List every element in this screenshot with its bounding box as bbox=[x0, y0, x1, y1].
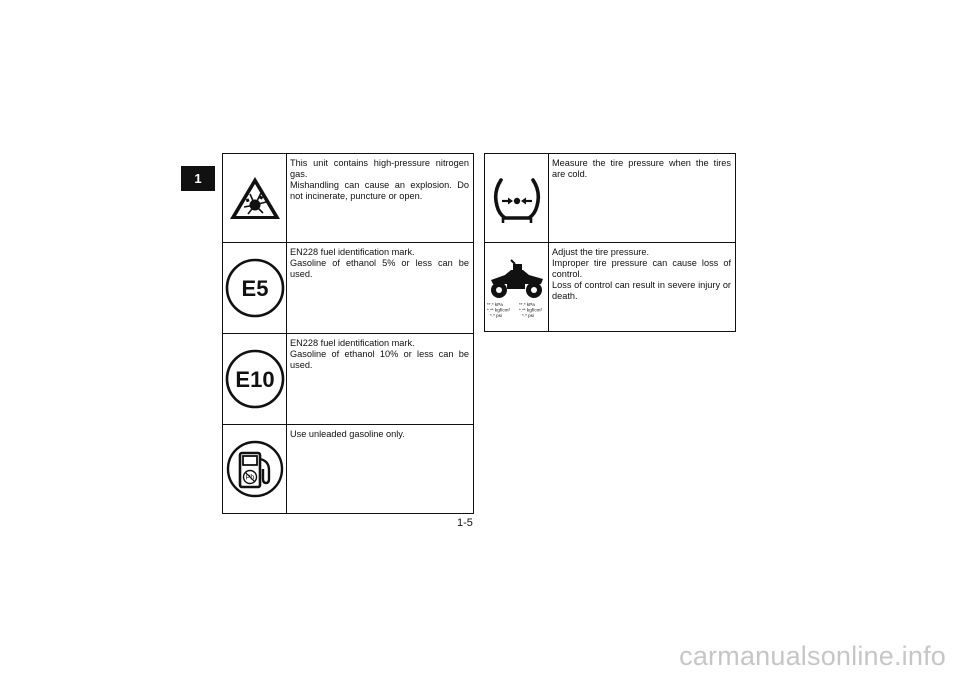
label-text-line: Gasoline of ethanol 5% or less can be used. bbox=[290, 258, 469, 279]
unleaded-fuel-pump-icon bbox=[224, 439, 286, 499]
label-text-line: Use unleaded gasoline only. bbox=[290, 429, 405, 439]
rear-tire-kgf: *.** kgf/cm² bbox=[519, 307, 542, 313]
label-text-line: Gasoline of ethanol 10% or less can be used. bbox=[290, 349, 469, 370]
warning-labels-table-left bbox=[222, 153, 474, 514]
e5-mark-label: E5 bbox=[241, 276, 268, 301]
explosion-warning-icon bbox=[228, 174, 282, 222]
front-tire-kgf: *.** kgf/cm² bbox=[487, 307, 510, 313]
atv-tire-pressure-icon bbox=[485, 248, 548, 326]
label-row-e10 bbox=[223, 334, 474, 425]
label-row-tire-pressure bbox=[485, 243, 736, 332]
label-text-line: EN228 fuel identification mark. bbox=[290, 247, 415, 257]
warning-labels-table-right bbox=[484, 153, 736, 332]
e10-fuel-mark-icon bbox=[224, 348, 286, 410]
page-number: 1-5 bbox=[457, 517, 473, 529]
chapter-tab: 1 bbox=[181, 166, 215, 191]
rear-tire-kpa: **.* kPa bbox=[519, 302, 535, 307]
front-tire-psi: *.* psi bbox=[490, 313, 503, 318]
rear-tire-psi: *.* psi bbox=[522, 313, 535, 318]
label-text-line: Mishandling can cause an explosion. Do not incinerate, puncture or open. bbox=[290, 180, 469, 201]
e10-mark-label: E10 bbox=[234, 367, 275, 392]
e5-fuel-mark-icon bbox=[224, 257, 286, 319]
atv-icon bbox=[491, 260, 543, 298]
label-text-line: Measure the tire pressure when the tires are cold. bbox=[552, 158, 731, 179]
label-row-tire-cold bbox=[485, 154, 736, 243]
label-text-line: EN228 fuel identification mark. bbox=[290, 338, 415, 348]
watermark: carmanualsonline.info bbox=[679, 641, 946, 671]
label-text-line: Improper tire pressure can cause loss of control. bbox=[552, 258, 731, 279]
label-row-unleaded bbox=[223, 425, 474, 514]
front-tire-kpa: **.* kPa bbox=[487, 302, 503, 307]
tire-pressure-icon bbox=[489, 172, 545, 224]
label-row-e5 bbox=[223, 243, 474, 334]
label-text-line: Adjust the tire pressure. bbox=[552, 247, 650, 257]
label-row-nitrogen-gas bbox=[223, 154, 474, 243]
label-text-line: Loss of control can result in severe injury or death. bbox=[552, 280, 731, 301]
label-text-line: This unit contains high-pressure nitrogen gas. bbox=[290, 158, 469, 179]
lead-symbol: Pb bbox=[245, 474, 254, 482]
